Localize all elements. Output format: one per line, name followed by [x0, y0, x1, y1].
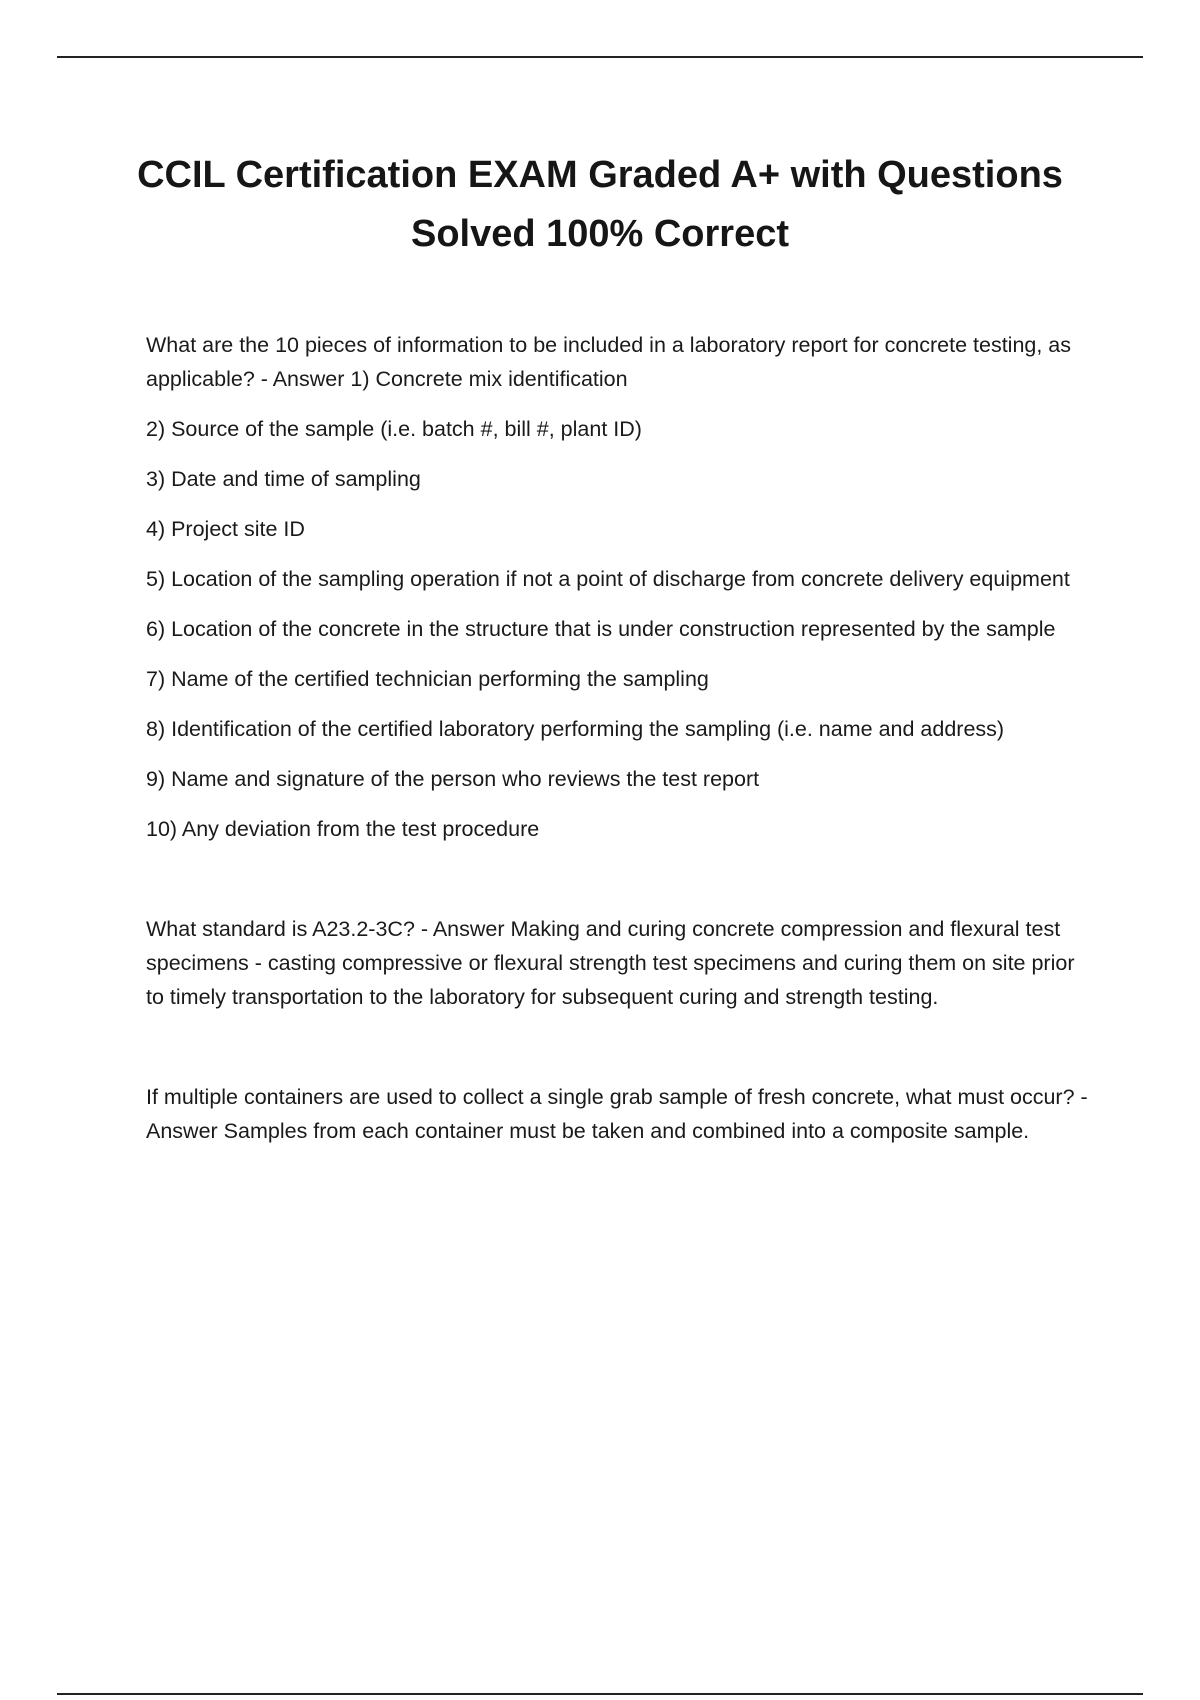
answer-item-4: 4) Project site ID — [146, 517, 305, 541]
title-line-1: CCIL Certification EXAM Graded A+ with Questions — [137, 154, 1063, 196]
question-2: What standard is A23.2-3C? - Answer Making and curing concrete compression and flexural test specimens - casting compressive or flexural strength test specimens and curing them on site prior to timely transportation to the laboratory for subsequent curing and strength testing. — [146, 917, 1075, 1009]
answer-item-8: 8) Identification of the certified laboratory performing the sampling (i.e. name and address) — [146, 717, 1005, 741]
question-1: What are the 10 pieces of information to be included in a laboratory report for concrete testing, as applicable? - Answer 1) Concrete mix identification — [146, 333, 1072, 391]
answer-item-7: 7) Name of the certified technician performing the sampling — [146, 667, 709, 691]
answer-item-9: 9) Name and signature of the person who reviews the test report — [146, 767, 760, 791]
answer-item-10: 10) Any deviation from the test procedure — [146, 817, 540, 841]
footer-rule — [57, 1693, 1143, 1695]
header-rule — [57, 56, 1143, 58]
question-3: If multiple containers are used to collect a single grab sample of fresh concrete, what must occur? - Answer Samples from each container must be taken and combined into a composite sample. — [146, 1085, 1088, 1143]
answer-item-6: 6) Location of the concrete in the structure that is under construction represented by the sample — [146, 617, 1056, 641]
title-line-2: Solved 100% Correct — [410, 213, 790, 255]
answer-item-5: 5) Location of the sampling operation if not a point of discharge from concrete delivery equipment — [146, 567, 1070, 591]
document-body — [146, 328, 1096, 1164]
answer-item-2: 2) Source of the sample (i.e. batch #, bill #, plant ID) — [146, 417, 642, 441]
answer-item-3: 3) Date and time of sampling — [146, 467, 421, 491]
document-title — [120, 146, 1080, 264]
